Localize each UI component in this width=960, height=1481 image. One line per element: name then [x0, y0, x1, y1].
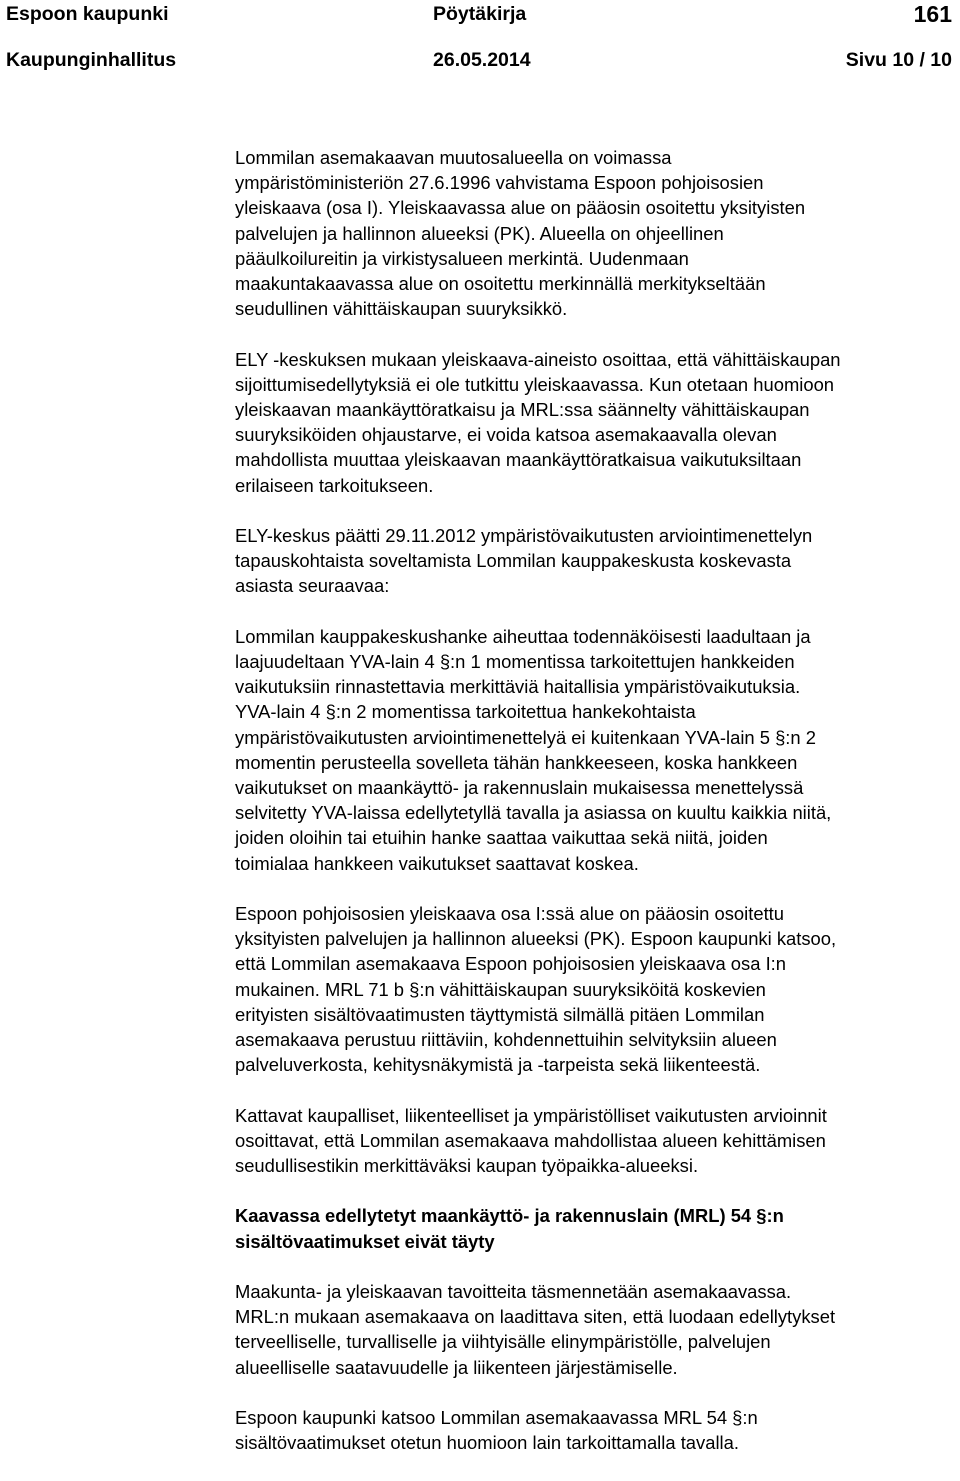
document-type: Pöytäkirja: [433, 3, 527, 25]
paragraph: Lommilan kauppakeskushanke aiheuttaa todennäköisesti laadultaan ja laajuudeltaan YVA-lain 4 §:n 1 momentissa tarkoitettujen hankkeiden vaikutuksiin rinnastettavia merkittäviä haitallisia ympäristövaikutuksia. YVA-lain 4 §:n 2 momentissa tarkoitettua hankekohtaista ympäristövaikutusten arviointimenettelyä ei kuitenkaan YVA-lain 5 §:n 2 momentin perusteella sovelleta tähän hankkeeseen, koska hankkeen vaikutukset on maankäyttö- ja rakennuslain mukaisessa menettelyssä selvitetty YVA-laissa edellytetyllä tavalla ja asiassa on kuultu kaikkia niitä, joiden oloihin tai etuihin hanke saattaa vaikuttaa sekä niitä, joiden toimialaa hankkeen vaikutukset saattavat koskea.: [235, 625, 832, 874]
section-number: 161: [913, 1, 952, 27]
header-row-bottom: [6, 46, 952, 74]
governing-body: Kaupunginhallitus: [6, 49, 177, 71]
paragraph: Kattavat kaupalliset, liikenteelliset ja ympäristölliset vaikutusten arvioinnit osoittavat, että Lommilan asemakaava mahdollistaa alueen kehittämisen seudullisestikin merkittäväksi kaupan työpaikka-alueeksi.: [235, 1104, 827, 1177]
section-heading: Kaavassa edellytetyt maankäyttö- ja rakennuslain (MRL) 54 §:n sisältövaatimukset eivät täyty: [235, 1205, 784, 1252]
page-indicator: Sivu 10 / 10: [845, 49, 952, 71]
paragraph: Maakunta- ja yleiskaavan tavoitteita täsmennetään asemakaavassa. MRL:n mukaan asemakaava on laadittava siten, että luodaan edellytykset terveelliselle, turvalliselle ja viihtyisälle elinympäristölle, palvelujen alueelliselle saatavuudelle ja liikenteen järjestämiselle.: [235, 1281, 836, 1378]
paragraph: Espoon kaupunki katsoo Lommilan asemakaavassa MRL 54 §:n sisältövaatimukset otetun huomioon lain tarkoittamalla tavalla.: [235, 1407, 758, 1454]
header-row-top: [6, 0, 952, 28]
paragraph: ELY -keskuksen mukaan yleiskaava-aineisto osoittaa, että vähittäiskaupan sijoittumisedellytyksiä ei ole tutkittu yleiskaavassa. Kun otetaan huomioon yleiskaavan maankäyttöratkaisu ja MRL:ssa säännelty vähittäiskaupan suuryksiköiden ohjaustarve, ei voida katsoa asemakaavalla olevan mahdollista muuttaa yleiskaavan maankäyttöratkaisua vaikutuksiltaan erilaiseen tarkoitukseen.: [235, 348, 841, 496]
meeting-date: 26.05.2014: [433, 49, 531, 71]
paragraph: ELY-keskus päätti 29.11.2012 ympäristövaikutusten arviointimenettelyn tapauskohtaista soveltamista Lommilan kauppakeskusta koskevasta asiasta seuraavaa:: [235, 525, 813, 597]
paragraph: Espoon pohjoisosien yleiskaava osa I:ssä alue on pääosin osoitettu yksityisten palvelujen ja hallinnon alueeksi (PK). Espoon kaupunki katsoo, että Lommilan asemakaava Espoon pohjoisosien yleiskaava osa I:n mukainen. MRL 71 b §:n vähittäiskaupan suuryksiköitä koskevien erityisten sisältövaatimusten täyttymistä silmällä pitäen Lommilan asemakaava perustuu riittäviin, kohdennettuihin selvityksiin alueen palveluverkosta, kehitysnäkymistä ja -tarpeista sekä liikenteestä.: [235, 903, 837, 1076]
paragraph: Lommilan asemakaavan muutosalueella on voimassa ympäristöministeriön 27.6.1996 vahvistama Espoon pohjoisosien yleiskaava (osa I). Yleiskaavassa alue on pääosin osoitettu yksityisten palvelujen ja hallinnon alueeksi (PK). Alueella on ohjeellinen pääulkoilureitin ja virkistysalueen merkintä. Uudenmaan maakuntakaavassa alue on osoitettu merkinnällä merkitykseltään seudullinen vähittäiskaupan suuryksikkö.: [235, 147, 806, 320]
organization-name: Espoon kaupunki: [6, 3, 169, 25]
document-body: [235, 145, 959, 1481]
